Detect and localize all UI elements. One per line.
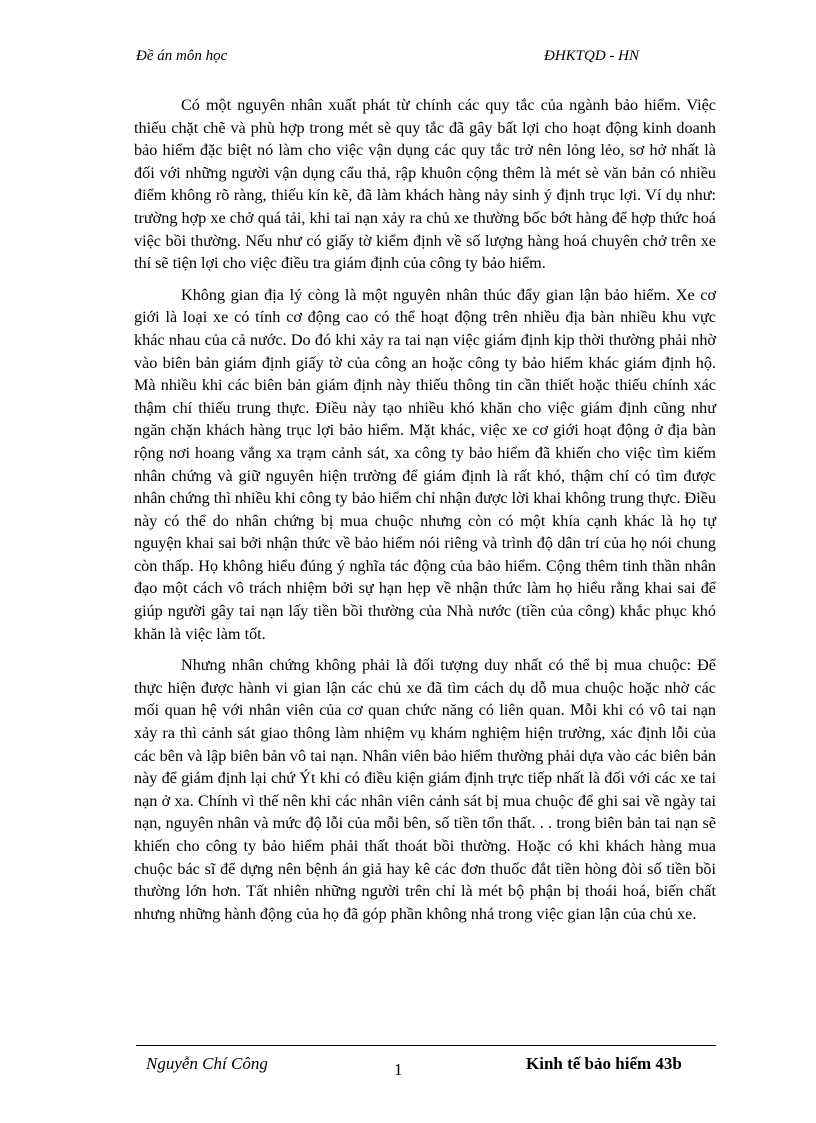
page-footer <box>136 1054 716 1082</box>
page-number: 1 <box>394 1060 403 1079</box>
header-course-title: Đề án môn học <box>136 48 228 64</box>
footer-author: Nguyễn Chí Công <box>146 1054 268 1073</box>
paragraph-3: Nhưng nhân chứng không phải là đối tượng duy nhất có thể bị mua chuộc: Để thực hiện được hành vi gian lận các chủ xe đã tìm cách dụ dỗ mua chuộc hoặc nhờ các mối quan hệ với nhân viên của cơ quan chức năng có liên quan. Mỗi khi có vô tai nạn xảy ra thì cảnh sát giao thông làm nhiệm vụ khám nghiệm hiện trường, xác định lỗi của các bên và lập biên bản vô tai nạn. Nhân viên bảo hiểm thường phải dựa vào các biên bản này để giám định lại chứ Ýt khi có điều kiện giám định trực tiếp nhất là đối với các xe tai nạn ở xa. Chính vì thế nên khi các nhân viên cảnh sát bị mua chuộc để ghi sai về ngày tai nạn, nguyên nhân và mức độ lỗi của mỗi bên, số tiền tổn thất. . . trong biên bản tai nạn sẽ khiến cho công ty bảo hiểm phải thất thoát bồi thường. Hoặc có khi khách hàng mua chuộc bác sĩ để dựng nên bệnh án giả hay kê các đơn thuốc đắt tiền hòng đòi số tiền bồi thường lớn hơn. Tất nhiên những người trên chỉ là mét bộ phận bị thoái hoá, biến chất nhưng những hành động của họ đã góp phần không nhá trong việc gian lận của chủ xe. <box>134 656 716 923</box>
page-header <box>136 48 716 72</box>
footer-course: Kinh tế bảo hiểm 43b <box>526 1054 682 1073</box>
footer-divider <box>136 1045 716 1046</box>
document-body <box>134 94 716 934</box>
paragraph-2: Không gian địa lý còng là một nguyên nhân thúc đẩy gian lận bảo hiểm. Xe cơ giới là loại xe có tính cơ động cao có thể hoạt động trên nhiều địa bàn nhiều khu vực khác nhau của cả nước. Do đó khi xảy ra tai nạn việc giám định kịp thời thường phải nhờ vào biên bản giám định giấy tờ của công an hoặc công ty bảo hiểm khác giám định hộ. Mà nhiều khi các biên bản giám định này thiếu thông tin cần thiết hoặc thiếu chính xác thậm chí thiếu trung thực. Điều này tạo nhiều khó khăn cho việc giám định cũng như ngăn chặn khách hàng trục lợi bảo hiểm. Mặt khác, việc xe cơ giới hoạt động ở địa bàn rộng nơi hoang vắng xa trạm cảnh sát, xa công ty bảo hiểm đã khiến cho việc tìm kiếm nhân chứng và giữ nguyên hiện trường để giám định là rất khó, thậm chí có tìm được nhân chứng thì nhiều khi công ty bảo hiểm chỉ nhận được lời khai không trung thực. Điều này có thể do nhân chứng bị mua chuộc nhưng còn có một khía cạnh khác là họ tự nguyện khai sai bởi nhận thức về bảo hiểm nói riêng và trình độ dân trí của họ nói chung còn thấp. Họ không hiểu đúng ý nghĩa tác động của bảo hiểm. Cộng thêm tinh thần nhân đạo một cách vô trách nhiệm bởi sự hạn hẹp về nhận thức làm họ hiểu rằng khai sai để giúp người gây tai nạn lấy tiền bồi thường của Nhà nước (tiền của công) khắc phục khó khăn là việc làm tốt. <box>134 285 717 643</box>
paragraph-1: Có một nguyên nhân xuất phát từ chính các quy tắc của ngành bảo hiểm. Việc thiếu chặt chẽ và phù hợp trong mét sè quy tắc đã gây bất lợi cho hoạt động kinh doanh bảo hiểm đặc biệt nó làm cho việc vận dụng các quy tắc trở nên lỏng lẻo, sơ hở nhất là đối với những người vận dụng cẩu thả, rập khuôn cộng thêm là mét sè văn bản có nhiều điểm không rõ ràng, thiếu kín kẽ, đã làm khách hàng nảy sinh ý định trục lợi. Ví dụ như: trường hợp xe chở quá tải, khi tai nạn xảy ra chủ xe thường bốc bớt hàng để hợp thức hoá việc bồi thường. Nếu như có giấy tờ kiểm định về số lượng hàng hoá chuyên chở trên xe thí sẽ tiện lợi cho việc điều tra giám định của công ty bảo hiểm. <box>134 96 716 273</box>
header-university: ĐHKTQD - HN <box>544 48 640 64</box>
